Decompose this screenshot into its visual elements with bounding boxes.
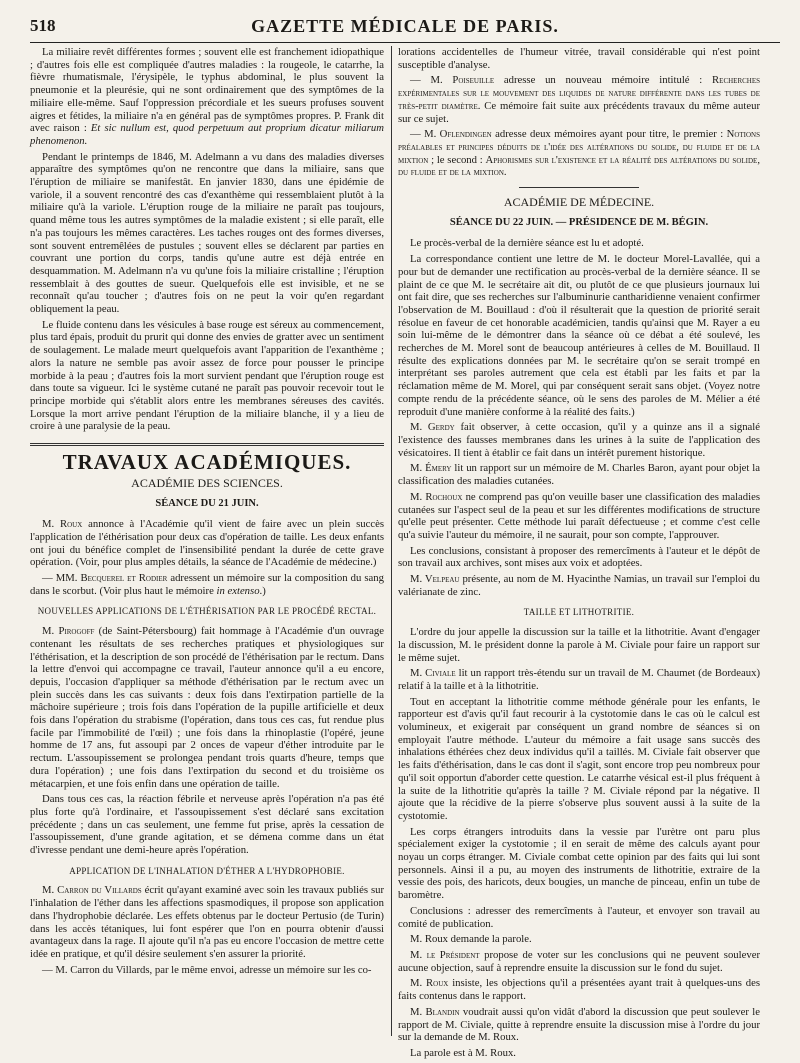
paragraph-president: M. le Président propose de voter sur les conclusions qui ne peuvent soulever aucune objection, sauf à reprendre ensuite la discussion sur le fond du sujet. <box>398 949 761 974</box>
paragraph-ordre-du-jour: L'ordre du jour appelle la discussion sur la taille et la lithotritie. Avant d'engager la discussion, M. le président donne la parole à M. Civiale pour faire un rapport sur le même sujet. <box>398 626 760 664</box>
paragraph-blandin: M. Blandin voudrait aussi qu'on vidât d'abord la discussion que peut soulever le rapport de M. Civiale, quitte à reprendre ensuite la discussion mise à l'ordre du jour sur la demande de M. Roux. <box>398 1005 760 1044</box>
journal-title: GAZETTE MÉDICALE DE PARIS. <box>251 16 559 36</box>
paragraph-pirogoff: M. Pirogoff (de Saint-Pétersbourg) fait hommage à l'Académie d'un ouvrage contenant les résultats de ses recherches pratiques et physiologiques sur l'éthérisation, et la description de son procédé de l'éthérisation par le rectum. Dans la lettre d'envoi qui accompagne ce travail, l'auteur annonce qu'il a eu encore, depuis, l'occasion d'appliquer sa méthode d'éthérisation par le rectum avec un plein succès dans les cas suivants : deux fois dans l'extirpation partielle de la mâchoire supérieure ; trois fois dans l'opération de la pupille artificielle et deux fois dans l'opération du strabisme (l'opération, dans tous ces cas, fut rendue plus facile par l'immobilité de l'œil) ; une fois dans la rhinoplastie (l'opéré, jeune homme de 17 ans, fut assoupi par 2 onces de vapeur d'éther introduite par le rectum. L'assoupissement se prolongea pendant trois quarts d'heure, temps que dura l'opération) ; une fois dans l'extirpation du second et du troisième os métacarpien, et une fois enfin dans une opération de taille. <box>30 625 384 790</box>
column-divider <box>391 46 392 1036</box>
paragraph-rochoux: M. Rochoux ne comprend pas qu'on veuille baser une classification des maladies cutanées sur l'aspect seul de la peau et sur les différentes modifications de structure qu'elle peut présenter. Cette méthode lui paraît défectueuse ; et comme c'est celle qu'a suivie l'auteur du mémoire, il ne saurait, pour son compte, l'approuver. <box>398 490 760 541</box>
left-column <box>30 46 384 979</box>
paragraph-poiseuille: — M. Poiseuille adresse un nouveau mémoire intitulé : Recherches expérimentales sur le mouvement des liquides de nature différente dans les tubes de très-petit diamètre. Ce mémoire fait suite aux précédents travaux du même auteur sur ce sujet. <box>398 74 761 125</box>
paragraph-roux-insiste: M. Roux insiste, les objections qu'il a présentées ayant trait à quelques-uns des faits contenus dans le rapport. <box>398 977 760 1003</box>
paragraph-gerdy: M. Gerdy fait observer, à cette occasion, qu'il y a quinze ans il a signalé l'existence des fausses membranes dans les urines à la suite de l'application des vésicatoires. Il tient à établir ce fait dans un intérêt purement historique. <box>398 421 760 459</box>
paragraph-proces-verbal: Le procès-verbal de la dernière séance est lu et adopté. <box>410 237 644 250</box>
paragraph-carron: M. Carron du Villards écrit qu'ayant examiné avec soin les travaux publiés sur l'inhalation de l'éther dans les affections spasmodiques, il propose son application dans l'hydrophobie déclarée. Les effets obtenus par le docteur Pertusio (de Turin) dans les accès tétaniques, lui font espérer que l'on en pourra obtenir d'aussi avantageux dans la rage. Il ajoute qu'il n'a pas eu encore l'occasion de mettre cette idée en pratique, et qu'il désire seulement s'en assurer la priorité. <box>30 884 385 960</box>
paragraph-emery: M. Émery lit un rapport sur un mémoire de M. Charles Baron, ayant pour objet la classification des maladies cutanées. <box>398 462 761 488</box>
paragraph-becquerel: — MM. Becquerel et Rodier adressent un mémoire sur la composition du sang dans le scorbut. (Voir plus haut le mémoire in extenso.) <box>30 572 384 597</box>
subheading-taille: TAILLE ET LITHOTRITIE. <box>523 607 635 618</box>
academy-medecine-title: ACADÉMIE DE MÉDECINE. <box>503 195 655 210</box>
short-divider <box>519 187 639 188</box>
paragraph-fluide: Le fluide contenu dans les vésicules à base rouge est séreux au commencement, plus tard épais, produit du prurit qui donne des envies de gratter avec un sentiment de soulagement. Le malade meurt quelquefois avant l'apparition de l'exanthème ; alors la nature ne semble pas avoir assez de force pour pousser le principe morbide à la peau ; d'autres fois la mort survient pendant que l'éruption rouge est dans toute sa vigueur. Ici le système cutané ne paraît pas pouvoir recevoir tout le principe morbide qui s'établit alors entre les membranes séreuses des cavités. Lorsque la mort arrive pendant l'éruption de la miliaire blanche, il y a lieu de croire à une paralysie de la peau. <box>30 318 384 433</box>
section-title: TRAVAUX ACADÉMIQUES. <box>62 450 352 475</box>
section-divider <box>30 443 384 446</box>
paragraph-continuation: lorations accidentelles de l'humeur vitrée, travail considérable qui n'est point susceptible d'analyse. <box>398 46 760 71</box>
subheading-ethérisation-rectal: NOUVELLES APPLICATIONS DE L'ÉTHÉRISATION PAR LE PROCÉDÉ RECTAL. <box>37 606 377 617</box>
page-number: 518 <box>30 16 56 35</box>
seance-heading: SÉANCE DU 21 JUIN. <box>155 497 259 509</box>
paragraph-civiale: M. Civiale lit un rapport très-étendu sur un travail de M. Chaumet (de Bordeaux) relatif à la taille et à la lithotritie. <box>398 667 760 692</box>
seance-heading-medecine: SÉANCE DU 22 JUIN. — PRÉSIDENCE DE M. BÉGIN. <box>449 216 709 228</box>
subheading-hydrophobie: APPLICATION DE L'INHALATION D'ÉTHER A L'HYDROPHOBIE. <box>69 865 345 876</box>
right-column <box>398 46 760 1063</box>
paragraph-adelmann: Pendant le printemps de 1846, M. Adelmann a vu dans des maladies diverses apparaître des symptômes qu'on ne rencontre que dans la miliaire, sans que l'éruption de miliaire se manifestât. En janvier 1830, dans une épidémie de variole, il a souvent rencontré des cas d'exanthème qui ressemblaient plutôt à la miliaire qu'à la variole. L'éruption rouge de la miliaire ne paraît pas toujours, quand même tous les autres symptômes de la maladie existent ; si elle paraît, elle n'a pas toujours les mêmes caractères. Les taches rouges ont des formes diverses, sont souvent entremêlées de pustules ; souvent elles se déclarent par parties en couvrant une portion du corps, tandis qu'une autre est déjà entrée en desquammation. M. Adelmann n'a vu qu'une fois la miliaire cristalline ; l'éruption ressemblait à des gouttes de sueur. Quelquefois elle est invisible, et ne se reconnaît qu'au toucher ; d'autres fois on ne peut la voir qu'en regardant obliquement la peau. <box>30 150 384 316</box>
paragraph-reaction: Dans tous ces cas, la réaction fébrile et nerveuse après l'opération n'a pas été plus forte qu'à l'ordinaire, et l'assoupissement s'est déclaré sans excitation précédente ; dans un cas seulement, une femme fut prise, après la cessation de l'assoupissement, d'une grande agitation, et se démena comme dans un état d'ivresse pendant une demi-heure après l'opération. <box>30 793 384 857</box>
paragraph-roux-demande: M. Roux demande la parole. <box>410 933 532 946</box>
paragraph-conclusions: Les conclusions, consistant à proposer des remercîments à l'auteur et le dépôt de son travail aux archives, sont mises aux voix et adoptées. <box>398 544 760 570</box>
paragraph-carron-2: — M. Carron du Villards, par le même envoi, adresse un mémoire sur les co- <box>42 963 372 976</box>
paragraph-miliaire: La miliaire revêt différentes formes ; souvent elle est franchement idiopathique ; d'autres fois elle est compliquée d'autres maladies : la rougeole, le catarrhe, la fièvre rhumatismale, l'érysipèle, le typhus abdominal, le plus souvent la pneumonie et la pleurésie, qui ne sont ordinairement que des symptômes de la miliaire elle-même. Sauf l'oppression précordiale et les sueurs profuses souvent aigres et fétides, la miliaire n'a en général pas de symptômes propres. P. Frank dit avec raison : Et sic nullum est, quod perpetuum aut proprium dicatur miliarum phenomenon. <box>30 46 384 147</box>
paragraph-corps-etrangers: Les corps étrangers introduits dans la vessie par l'urètre ont paru plus spécialement exiger la cystotomie ; il en serait de même des calculs ayant pour noyau un corps étranger. M. Civiale combat cette opinion par des faits qui lui sont personnels. Ainsi il a pu, au moyen des instruments de lithotritie, extraire de la vessie des pois, des haricots, deux bougies, un manche de pinceau, enfin un tube de baromètre. <box>398 825 760 902</box>
page-header <box>30 12 780 40</box>
paragraph-parole: La parole est à M. Roux. <box>410 1046 516 1059</box>
academy-sciences-title: ACADÉMIE DES SCIENCES. <box>131 475 283 490</box>
paragraph-lithotritie: Tout en acceptant la lithotritie comme méthode générale pour les enfants, le rapporteur est d'avis qu'il faut recourir à la cystotomie dans le cas où le calcul est volumineux, et exigerait par conséquent un grand nombre de séances si on employait l'autre méthode. L'auteur du mémoire a fait usage sans succès des inhalations éthérées chez deux individus qu'il a taillés. M. Civiale fait observer que les faits d'éthérisation, dans le cas dont il s'agit, sont encore trop peu nombreux pour qu'il soit opportun d'aborder cette question. Le catarrhe vésical est-il plus fréquent à la suite de la lithotritie qu'après la taille ? M. Civiale répond par la négative. Il ajoute que la récidive de la pierre s'observe plus souvent aussi à la suite de la cystotomie. <box>398 695 760 822</box>
latin-quote: Et sic nullum est, quod perpetuum aut proprium dicatur miliarum phenomenon. <box>30 122 384 147</box>
paragraph-oflendingen: — M. Oflendingen adresse deux mémoires ayant pour titre, le premier : Notions préalables et principes déduits de l'idée des altérations du solide, du fluide et de la mixtion ; le second : Aphorismes sur l'existence et la réalité des altérations du solide, du fluide et de la mixtion. <box>398 128 761 179</box>
paragraph-correspondance: La correspondance contient une lettre de M. le docteur Morel-Lavallée, qui a pour but de demander une rectification au procès-verbal de la dernière séance. Il se plaint de ce que M. le secrétaire ait dit, ou plutôt de ce que plusieurs journaux lui ont fait dire, que ses recherches sur l'albuminurie cantharidienne venaient confirmer l'observation de M. Bouillaud : d'où il résulterait que la question de priorité serait résolue en faveur de cet honorable académicien, tandis qu'ainsi que M. Rayer a eu soin lui-même de le démontrer dans la séance où ce débat a été soulevé, les recherches de M. Morel sont de beaucoup antérieures à celles de M. Bouillaud. Il résulte des explications données par M. le secrétaire qu'on se serait trompé en interprétant ses paroles autrement que cela est établi par les faits et par la réclamation même de M. Morel, qui par conséquent serait sans objet. (Voyez notre compte rendu de la précédente séance, où le sens des paroles de M. Mélier a été reproduit d'une manière conforme à la réalité des faits.) <box>398 253 760 418</box>
paragraph-roux: M. Roux annonce à l'Académie qu'il vient de faire avec un plein succès l'application de l'éthérisation pour deux cas d'opération de taille. Les deux enfants ont joui du bénéfice complet de l'insensibilité pendant la durée de cette grave opération. (Voir, pour plus amples détails, la séance de l'Académie de médecine.) <box>30 518 384 569</box>
header-rule <box>30 42 780 43</box>
paragraph-velpeau: M. Velpeau présente, au nom de M. Hyacinthe Namias, un travail sur l'emploi du valérianate de zinc. <box>398 573 761 598</box>
paragraph-conclusions-2: Conclusions : adresser des remercîments à l'auteur, et envoyer son travail au comité de publication. <box>398 904 760 930</box>
